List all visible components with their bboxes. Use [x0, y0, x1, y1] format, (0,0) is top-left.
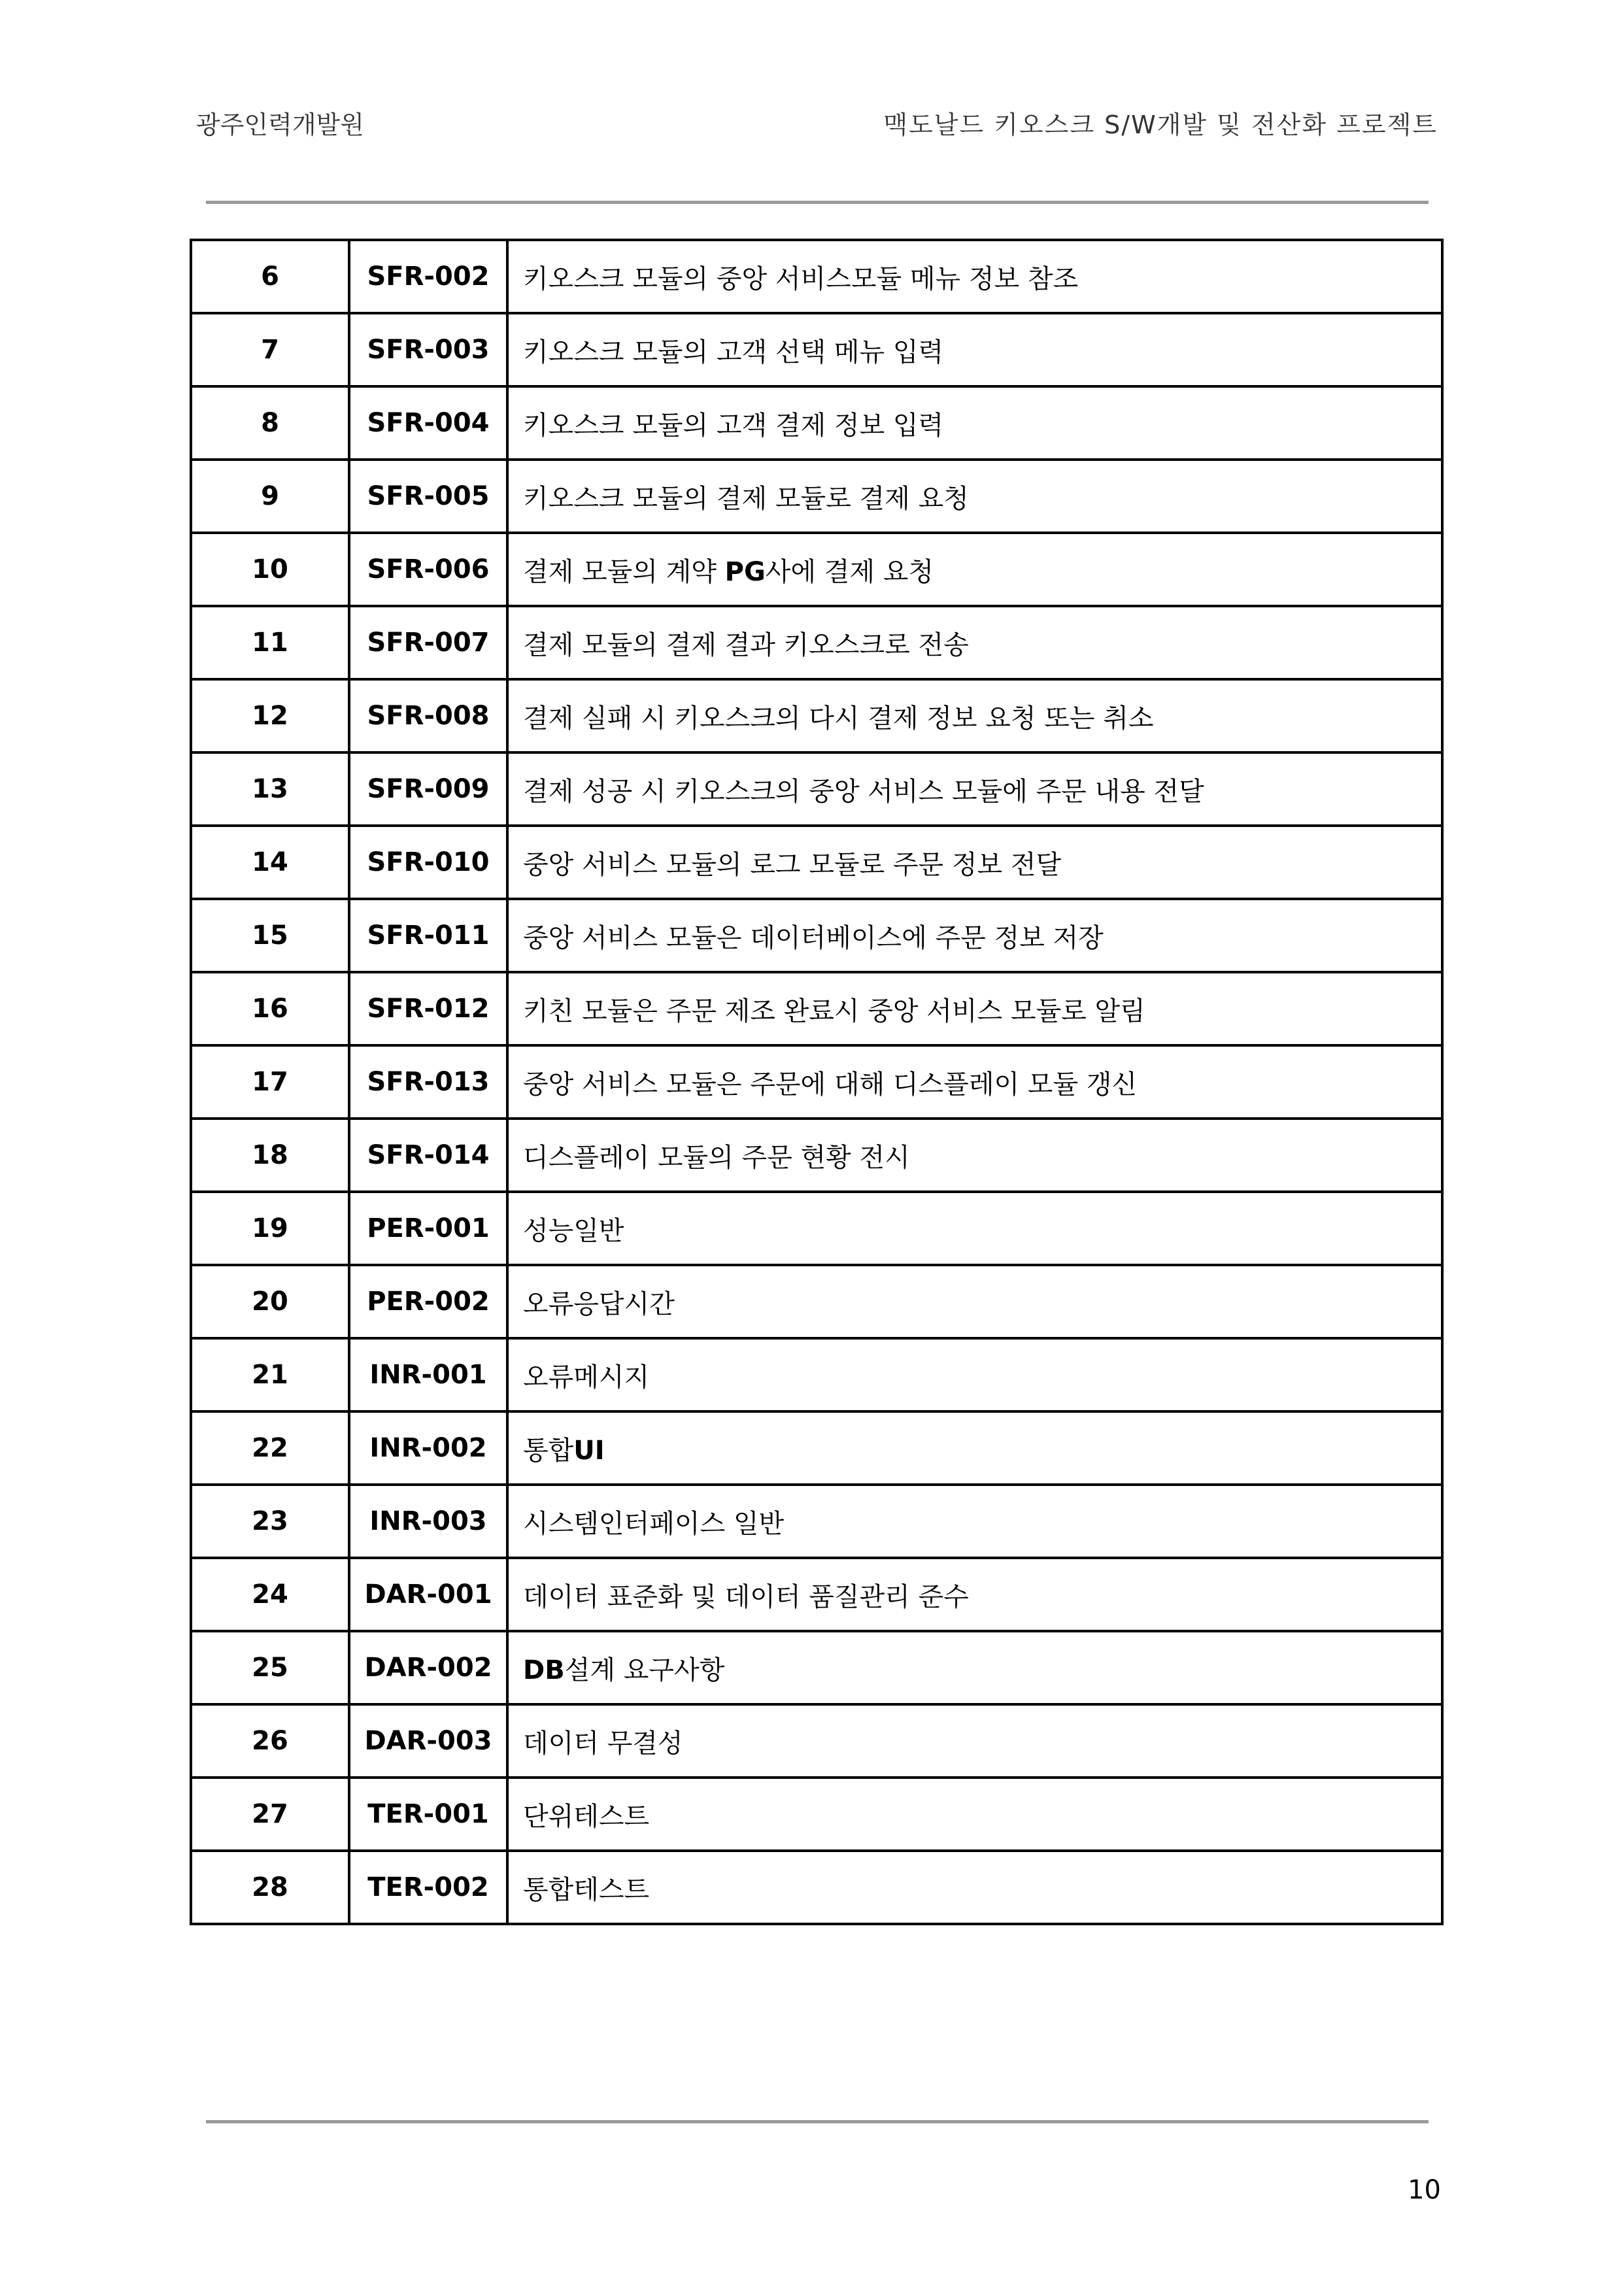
row-number-cell: 7: [191, 313, 349, 386]
row-number-cell: 16: [191, 972, 349, 1045]
requirement-id-cell: DAR-001: [349, 1558, 507, 1631]
table-row: [191, 1851, 1442, 1924]
requirement-description-cell: 중앙 서비스 모듈은 데이터베이스에 주문 정보 저장: [507, 899, 1442, 972]
requirement-id-cell: INR-003: [349, 1485, 507, 1558]
row-number-cell: 8: [191, 386, 349, 460]
table-row: [191, 1119, 1442, 1192]
requirement-description-cell: 중앙 서비스 모듈의 로그 모듈로 주문 정보 전달: [507, 826, 1442, 899]
table-row: [191, 1631, 1442, 1704]
requirement-description-cell: 키오스크 모듈의 고객 선택 메뉴 입력: [507, 313, 1442, 386]
requirement-id-cell: DAR-002: [349, 1631, 507, 1704]
table-row: [191, 1045, 1442, 1119]
header-organization: 광주인력개발원: [196, 110, 364, 139]
requirement-description-cell: 중앙 서비스 모듈은 주문에 대해 디스플레이 모듈 갱신: [507, 1045, 1442, 1119]
requirement-id-cell: SFR-014: [349, 1119, 507, 1192]
requirement-description-cell: 데이터 표준화 및 데이터 품질관리 준수: [507, 1558, 1442, 1631]
row-number-cell: 26: [191, 1704, 349, 1778]
table-row: [191, 1704, 1442, 1778]
requirement-description-cell: 디스플레이 모듈의 주문 현황 전시: [507, 1119, 1442, 1192]
row-number-cell: 24: [191, 1558, 349, 1631]
requirement-id-cell: SFR-006: [349, 533, 507, 606]
requirement-id-cell: SFR-010: [349, 826, 507, 899]
requirement-description-cell: 키오스크 모듈의 고객 결제 정보 입력: [507, 386, 1442, 460]
table-row: [191, 1778, 1442, 1851]
row-number-cell: 11: [191, 606, 349, 679]
table-row: [191, 313, 1442, 386]
row-number-cell: 19: [191, 1192, 349, 1265]
requirement-id-cell: SFR-004: [349, 386, 507, 460]
requirement-id-cell: SFR-003: [349, 313, 507, 386]
requirement-description-cell: 성능일반: [507, 1192, 1442, 1265]
requirement-id-cell: PER-001: [349, 1192, 507, 1265]
requirement-description-cell: 결제 모듈의 결제 결과 키오스크로 전송: [507, 606, 1442, 679]
table-row: [191, 1192, 1442, 1265]
table-row: [191, 386, 1442, 460]
requirement-description-cell: 키친 모듈은 주문 제조 완료시 중앙 서비스 모듈로 알림: [507, 972, 1442, 1045]
requirements-table: [190, 239, 1444, 1925]
header-divider: [206, 201, 1429, 204]
table-row: [191, 1485, 1442, 1558]
row-number-cell: 10: [191, 533, 349, 606]
table-row: [191, 972, 1442, 1045]
requirement-description-cell: DB설계 요구사항: [507, 1631, 1442, 1704]
row-number-cell: 9: [191, 460, 349, 533]
requirement-description-cell: 통합테스트: [507, 1851, 1442, 1924]
row-number-cell: 17: [191, 1045, 349, 1119]
requirement-description-cell: 오류메시지: [507, 1338, 1442, 1411]
row-number-cell: 13: [191, 752, 349, 826]
requirement-description-cell: 결제 성공 시 키오스크의 중앙 서비스 모듈에 주문 내용 전달: [507, 752, 1442, 826]
requirement-id-cell: SFR-007: [349, 606, 507, 679]
requirement-id-cell: SFR-012: [349, 972, 507, 1045]
requirement-description-cell: 통합UI: [507, 1411, 1442, 1485]
requirement-id-cell: SFR-009: [349, 752, 507, 826]
page-number: 10: [1408, 2175, 1441, 2205]
table-row: [191, 1265, 1442, 1338]
table-row: [191, 240, 1442, 313]
table-row: [191, 752, 1442, 826]
table-row: [191, 679, 1442, 752]
requirement-description-cell: 키오스크 모듈의 결제 모듈로 결제 요청: [507, 460, 1442, 533]
requirement-description-cell: 오류응답시간: [507, 1265, 1442, 1338]
requirement-id-cell: SFR-008: [349, 679, 507, 752]
requirement-id-cell: SFR-013: [349, 1045, 507, 1119]
row-number-cell: 18: [191, 1119, 349, 1192]
requirement-id-cell: INR-002: [349, 1411, 507, 1485]
table-row: [191, 899, 1442, 972]
requirement-description-cell: 결제 실패 시 키오스크의 다시 결제 정보 요청 또는 취소: [507, 679, 1442, 752]
requirement-id-cell: DAR-003: [349, 1704, 507, 1778]
row-number-cell: 6: [191, 240, 349, 313]
row-number-cell: 21: [191, 1338, 349, 1411]
table-row: [191, 826, 1442, 899]
requirement-id-cell: PER-002: [349, 1265, 507, 1338]
requirement-id-cell: SFR-005: [349, 460, 507, 533]
row-number-cell: 12: [191, 679, 349, 752]
bold-term: PG: [724, 556, 766, 587]
requirements-table-body: [191, 240, 1442, 1924]
bold-term: DB: [523, 1655, 565, 1685]
requirement-id-cell: INR-001: [349, 1338, 507, 1411]
table-row: [191, 1558, 1442, 1631]
table-row: [191, 606, 1442, 679]
row-number-cell: 27: [191, 1778, 349, 1851]
table-row: [191, 1338, 1442, 1411]
table-row: [191, 533, 1442, 606]
requirement-description-cell: 결제 모듈의 계약 PG사에 결제 요청: [507, 533, 1442, 606]
table-row: [191, 1411, 1442, 1485]
requirement-id-cell: TER-002: [349, 1851, 507, 1924]
row-number-cell: 15: [191, 899, 349, 972]
row-number-cell: 23: [191, 1485, 349, 1558]
footer-divider: [206, 2120, 1429, 2123]
row-number-cell: 25: [191, 1631, 349, 1704]
requirement-id-cell: SFR-011: [349, 899, 507, 972]
requirement-description-cell: 시스템인터페이스 일반: [507, 1485, 1442, 1558]
bold-term: UI: [573, 1435, 605, 1466]
requirement-description-cell: 단위테스트: [507, 1778, 1442, 1851]
requirement-id-cell: SFR-002: [349, 240, 507, 313]
header-project-title: 맥도날드 키오스크 S/W개발 및 전산화 프로젝트: [883, 110, 1438, 139]
row-number-cell: 14: [191, 826, 349, 899]
requirement-description-cell: 데이터 무결성: [507, 1704, 1442, 1778]
requirement-description-cell: 키오스크 모듈의 중앙 서비스모듈 메뉴 정보 참조: [507, 240, 1442, 313]
row-number-cell: 20: [191, 1265, 349, 1338]
row-number-cell: 22: [191, 1411, 349, 1485]
row-number-cell: 28: [191, 1851, 349, 1924]
requirement-id-cell: TER-001: [349, 1778, 507, 1851]
table-row: [191, 460, 1442, 533]
